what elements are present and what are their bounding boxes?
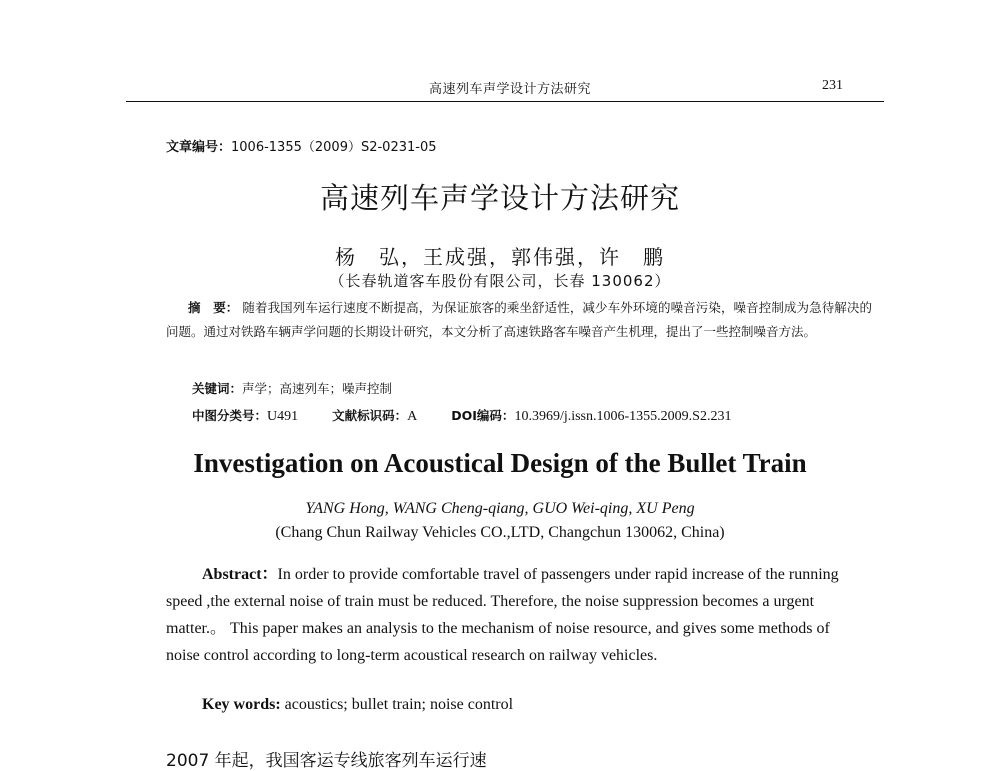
doi-value: 10.3969/j.issn.1006-1355.2009.S2.231: [514, 409, 732, 424]
chinese-title: 高速列车声学设计方法研究: [319, 181, 680, 215]
english-keywords-value: acoustics; bullet train; noise control: [284, 696, 514, 713]
english-keywords-label: Key words:: [202, 696, 281, 713]
document-code-value: A: [407, 409, 418, 424]
document-code-label: 文献标识码：: [332, 408, 408, 423]
chinese-abstract-text: 随着我国列车运行速度不断提高，为保证旅客的乘坐舒适性，减少车外环境的噪音污染，噪音控制成为急待解决的问题。通过对铁路车辆声学问题的长期设计研究，本文分析了高速铁路客车噪音产生机理，提出了一些控制噪音方法。: [166, 300, 872, 339]
classification-label: 中图分类号：: [192, 408, 268, 423]
article-number-value: 1006-1355（2009）S2-0231-05: [231, 140, 437, 155]
article-number-label: 文章编号：: [166, 140, 232, 155]
english-authors: YANG Hong, WANG Cheng-qiang, GUO Wei-qing, XU Peng: [305, 500, 695, 517]
chinese-affiliation: （长春轨道客车股份有限公司，长春 130062）: [329, 272, 671, 290]
chinese-keywords-label: 关键词：: [192, 381, 243, 396]
classification-value: U491: [267, 409, 299, 424]
doi-label: DOI编码：: [451, 408, 515, 423]
body-text-start: 2007 年起，我国客运专线旅客列车运行速: [166, 751, 487, 771]
article-number: [166, 136, 437, 155]
chinese-abstract-label: 摘 要：: [188, 300, 239, 315]
chinese-authors: 杨 弘，王成强，郭伟强，许 鹏: [335, 245, 665, 269]
header-rule: [126, 101, 884, 102]
chinese-keywords-value: 声学；高速列车；噪声控制: [242, 381, 393, 396]
english-title: Investigation on Acoustical Design of the Bullet Train: [193, 448, 807, 478]
running-header-title: 高速列车声学设计方法研究: [428, 82, 591, 97]
english-abstract-text: In order to provide comfortable travel of passengers under rapid increase of the running speed ,the external noise of train must be reduced. Therefore, the noise suppression becomes a urgent matter.。 This paper makes an analysis to the mechanism of noise resource, and gives some methods of noise control according to long-term acoustical research on railway vehicles.: [166, 566, 839, 664]
classification-line: [192, 406, 892, 425]
english-affiliation: (Chang Chun Railway Vehicles CO.,LTD, Changchun 130062, China): [275, 524, 725, 541]
chinese-keywords: [192, 379, 392, 397]
page-number: 231: [822, 78, 843, 93]
english-abstract: [166, 561, 856, 669]
english-keywords: [202, 696, 513, 714]
english-abstract-label: Abstract：: [202, 566, 278, 583]
chinese-abstract: [166, 296, 872, 344]
